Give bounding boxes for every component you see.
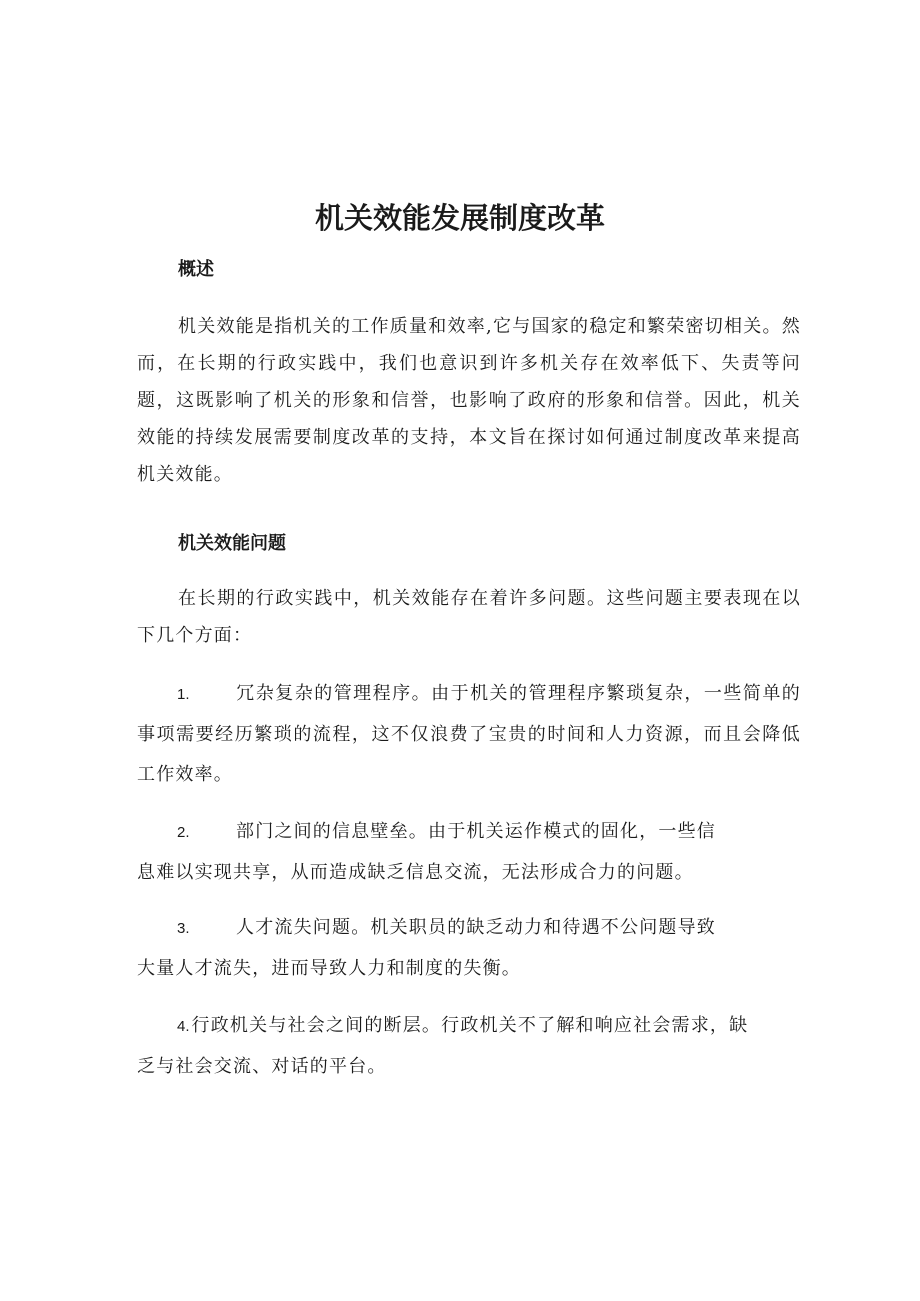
- list-item-number: 3.: [177, 920, 190, 937]
- list-item: [137, 908, 801, 989]
- list-item: [137, 1006, 801, 1087]
- list-item-text: 部门之间的信息壁垒。由于机关运作模式的固化，一些信: [236, 821, 716, 842]
- list-item: [137, 812, 801, 893]
- list-item-number: 1.: [177, 686, 190, 703]
- list-item-number: 4.: [177, 1018, 190, 1035]
- overview-paragraph: 机关效能是指机关的工作质量和效率,它与国家的稳定和繁荣密切相关。然而，在长期的行政实践中，我们也意识到许多机关存在效率低下、失责等问题，这既影响了机关的形象和信誉，也影响了政府的形象和信誉。因此，机关效能的持续发展需要制度改革的支持，本文旨在探讨如何通过制度改革来提高机关效能。: [137, 316, 801, 485]
- section-heading-overview: 概述: [178, 259, 214, 280]
- list-item-text-continued: 息难以实现共享，从而造成缺乏信息交流，无法形成合力的问题。: [137, 862, 694, 883]
- page-title: 机关效能发展制度改革: [314, 201, 605, 235]
- list-item-text-continued: 大量人才流失，进而导致人力和制度的失衡。: [137, 958, 521, 979]
- problems-intro-paragraph: 在长期的行政实践中，机关效能存在着许多问题。这些问题主要表现在以下几个方面：: [137, 588, 801, 646]
- list-item-text: 人才流失问题。机关职员的缺乏动力和待遇不公问题导致: [236, 917, 716, 938]
- list-item-text-continued: 乏与社会交流、对话的平台。: [137, 1056, 387, 1077]
- list-item-text: 冗杂复杂的管理程序。由于机关的管理程序繁琐复杂，一些简单的事项需要经历繁琐的流程，这不仅浪费了宝贵的时间和人力资源，而且会降低工作效率。: [137, 683, 801, 785]
- section-heading-problems: 机关效能问题: [178, 533, 286, 554]
- list-item-text: 行政机关与社会之间的断层。行政机关不了解和响应社会需求，缺: [191, 1015, 749, 1036]
- list-item-number: 2.: [177, 824, 190, 841]
- list-item: [137, 674, 801, 795]
